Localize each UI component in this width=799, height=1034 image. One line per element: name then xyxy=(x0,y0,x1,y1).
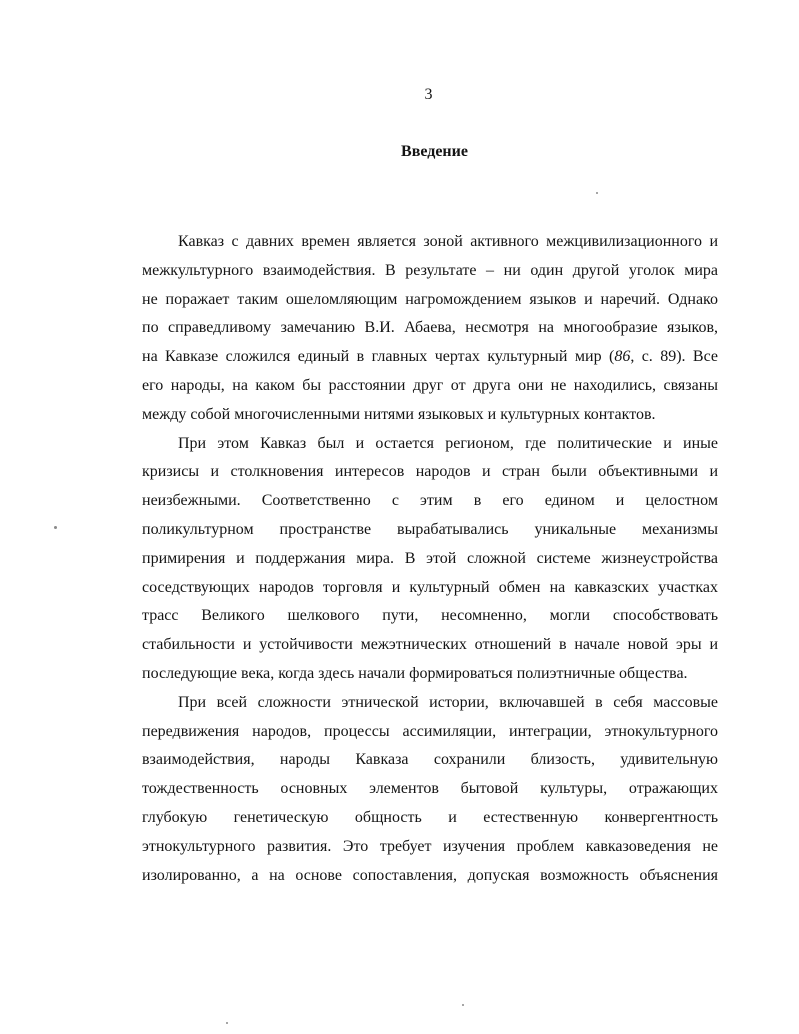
paragraph xyxy=(142,228,718,430)
page-number: 3 xyxy=(424,86,433,103)
text-line: При всей сложности этнической истории, включавшей в себя массовые xyxy=(178,693,718,711)
text-line: стабильности и устойчивости межэтнических отношений в начале новой эры и xyxy=(142,636,718,654)
text-line: последующие века, когда здесь начали формироваться полиэтничные общества. xyxy=(142,664,688,682)
text-line: глубокую генетическую общность и естественную конвергентность xyxy=(142,808,718,826)
scan-speck xyxy=(596,192,598,194)
text-line: передвижения народов, процессы ассимиляции, интеграции, этнокультурного xyxy=(142,722,718,740)
citation-reference: 86 xyxy=(614,348,631,366)
text-line: При этом Кавказ был и остается регионом, где политические и иные xyxy=(178,434,718,452)
body-text xyxy=(142,228,718,890)
text-line: не поражает таким ошеломляющим нагромождением языков и наречий. Однако xyxy=(142,290,718,308)
text-line: трасс Великого шелкового пути, несомненно, могли способствовать xyxy=(142,607,718,625)
text-line: примирения и поддержания мира. В этой сложной системе жизнеустройства xyxy=(142,549,718,567)
text-line: межкультурного взаимодействия. В результате – ни один другой уголок мира xyxy=(142,261,718,279)
scan-speck xyxy=(462,1004,464,1006)
text-line: на Кавказе сложился единый в главных чертах культурный мир (86, с. 89). Все xyxy=(142,348,719,366)
text-line: между собой многочисленными нитями языковых и культурных контактов. xyxy=(142,405,656,423)
scan-speck xyxy=(226,1022,228,1024)
section-heading: Введение xyxy=(401,143,468,160)
text-line: соседствующих народов торговля и культурный обмен на кавказских участках xyxy=(142,578,718,596)
text-line: этнокультурного развития. Это требует изучения проблем кавказоведения не xyxy=(142,837,718,855)
text-line: его народы, на каком бы расстоянии друг от друга они не находились, связаны xyxy=(142,376,718,394)
text-line: поликультурном пространстве вырабатывались уникальные механизмы xyxy=(142,520,718,538)
scan-speck xyxy=(54,526,57,529)
text-line: Кавказ с давних времен является зоной активного межцивилизационного и xyxy=(178,233,718,250)
text-line: тождественность основных элементов бытовой культуры, отражающих xyxy=(142,780,718,798)
text-line: изолированно, а на основе сопоставления, допуская возможность объяснения xyxy=(142,866,718,884)
text-line: по справедливому замечанию В.И. Абаева, несмотря на многообразие языков, xyxy=(142,319,718,337)
paragraph xyxy=(142,689,718,891)
text-line: взаимодействия, народы Кавказа сохранили близость, удивительную xyxy=(142,751,718,769)
text-line: неизбежными. Соответственно с этим в его едином и целостном xyxy=(142,492,718,510)
text-line: кризисы и столкновения интересов народов и стран были объективными и xyxy=(142,463,718,481)
paragraph xyxy=(142,430,718,689)
